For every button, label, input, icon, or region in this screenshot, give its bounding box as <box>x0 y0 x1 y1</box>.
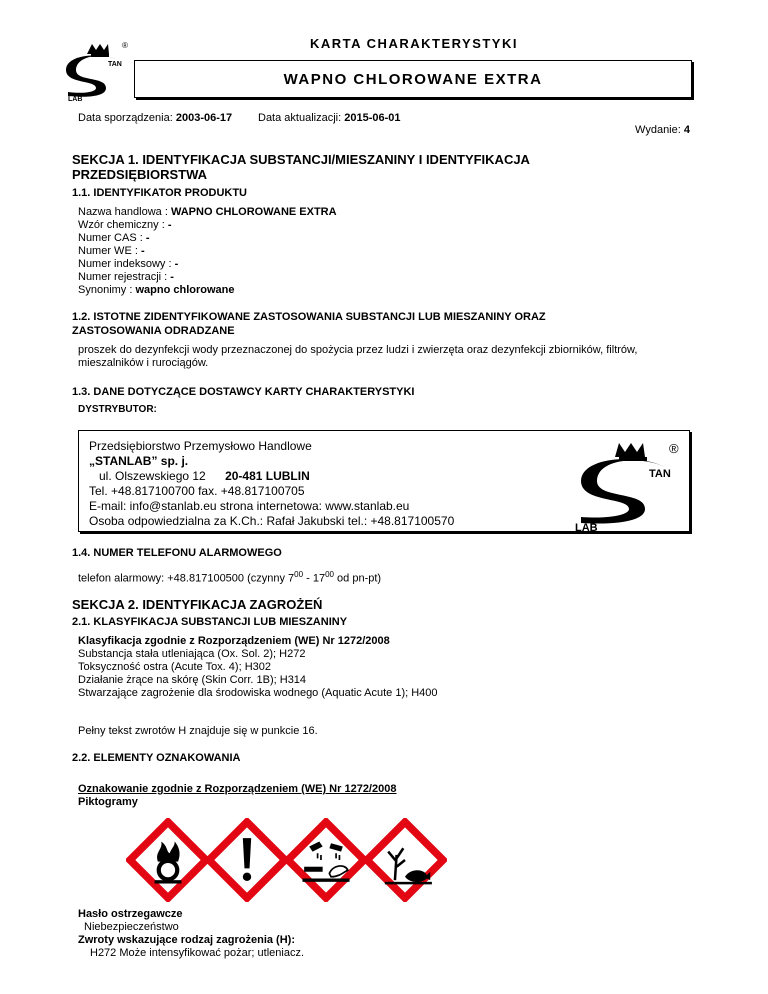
corrosion-icon <box>284 818 368 902</box>
exclamation-icon <box>205 818 289 902</box>
distributor-label: DYSTRYBUTOR: <box>78 404 157 415</box>
h-statement: H272 Może intensyfikować pożar; utleniacz. <box>90 947 304 959</box>
classification-subtitle: Klasyfikacja zgodnie z Rozporządzeniem (WE) Nr 1272/2008 <box>78 635 390 647</box>
list-item: Numer CAS : - <box>78 232 150 244</box>
address: ul. Olszewskiego 12 20-481 LUBLIN <box>99 469 310 483</box>
svg-text:LAB: LAB <box>68 96 83 102</box>
list-item: Substancja stała utleniająca (Ox. Sol. 2); H272 <box>78 648 306 660</box>
supplier-box <box>78 430 690 532</box>
product-name-box <box>134 60 692 98</box>
section-1-3-title: 1.3. DANE DOTYCZĄCE DOSTAWCY KARTY CHARAKTERYSTYKI <box>72 386 415 398</box>
list-item: Nazwa handlowa : WAPNO CHLOROWANE EXTRA <box>78 206 337 218</box>
h-statements-label: Zwroty wskazujące rodzaj zagrożenia (H): <box>78 934 295 946</box>
list-item: Synonimy : wapno chlorowane <box>78 284 235 296</box>
h-note: Pełny tekst zwrotów H znajduje się w punkcie 16. <box>78 725 318 737</box>
email-web: E-mail: info@stanlab.eu strona internetowa: www.stanlab.eu <box>89 499 410 513</box>
card-title: KARTA CHARAKTERYSTYKI <box>310 36 518 51</box>
section-1-title: SEKCJA 1. IDENTYFIKACJA SUBSTANCJI/MIESZANINY I IDENTYFIKACJA PRZEDSIĘBIORSTWA <box>72 152 530 182</box>
section-2-title: SEKCJA 2. IDENTYFIKACJA ZAGROŻEŃ <box>72 597 323 612</box>
section-2-1-title: 2.1. KLASYFIKACJA SUBSTANCJI LUB MIESZANINY <box>72 616 348 628</box>
section-1-4-title: 1.4. NUMER TELEFONU ALARMOWEGO <box>72 547 282 559</box>
svg-text:LAB: LAB <box>575 522 598 531</box>
list-item: Toksyczność ostra (Acute Tox. 4); H302 <box>78 661 271 673</box>
updated-date: Data aktualizacji: 2015-06-01 <box>258 112 401 124</box>
svg-text:TAN: TAN <box>108 61 122 68</box>
stanlab-logo-large <box>573 439 685 531</box>
product-identifier-list <box>78 206 337 297</box>
product-name: WAPNO CHLOROWANE EXTRA <box>283 70 543 88</box>
list-item: Wzór chemiczny : - <box>78 219 172 231</box>
classification <box>78 635 438 700</box>
section-1-1-title: 1.1. IDENTYFIKATOR PRODUKTU <box>72 187 247 199</box>
contact-person: Osoba odpowiedzialna za K.Ch.: Rafał Jakubski tel.: +48.817100570 <box>89 514 455 528</box>
signal-word: Niebezpieczeństwo <box>84 921 179 933</box>
company-name: „STANLAB” sp. j. <box>89 454 189 468</box>
uses-text: proszek do dezynfekcji wody przeznaczonej do spożycia przez ludzi i zwierzęta oraz dezynfekcji zbiorników, filtrów, mieszalników i rurociągów. <box>78 344 638 369</box>
list-item: Stwarzające zagrożenie dla środowiska wodnego (Aquatic Acute 1); H400 <box>78 687 438 699</box>
svg-text:TAN: TAN <box>649 468 671 480</box>
list-item: Numer rejestracji : - <box>78 271 174 283</box>
list-item: Numer indeksowy : - <box>78 258 179 270</box>
labeling-title: Oznakowanie zgodnie z Rozporządzeniem (WE) Nr 1272/2008 <box>78 783 397 795</box>
list-item: Numer WE : - <box>78 245 145 257</box>
company: Przedsiębiorstwo Przemysłowo Handlowe <box>89 439 312 453</box>
pictograms-label: Piktogramy <box>78 796 138 808</box>
edition: Wydanie: 4 <box>635 124 690 136</box>
list-item: Działanie żrące na skórę (Skin Corr. 1B); H314 <box>78 674 307 686</box>
section-1-2-title: 1.2. ISTOTNE ZIDENTYFIKOWANE ZASTOSOWANIA SUBSTANCJI LUB MIESZANINY ORAZ ZASTOSOWANIA ODRADZANE <box>72 311 546 337</box>
emergency-phone: telefon alarmowy: +48.817100500 (czynny $7^{00} - 17^{00}$ od pn-pt) <box>78 570 382 585</box>
svg-text:®: ® <box>669 441 679 456</box>
flame-over-circle-icon <box>126 818 210 902</box>
signal-word-label: Hasło ostrzegawcze <box>78 908 183 920</box>
environment-icon <box>363 818 447 902</box>
created-date: Data sporządzenia: 2003-06-17 <box>78 112 233 124</box>
section-2-2-title: 2.2. ELEMENTY OZNAKOWANIA <box>72 752 241 764</box>
phone-fax: Tel. +48.817100700 fax. +48.817100705 <box>89 484 305 498</box>
svg-text:®: ® <box>122 41 128 50</box>
stanlab-logo <box>62 40 132 102</box>
